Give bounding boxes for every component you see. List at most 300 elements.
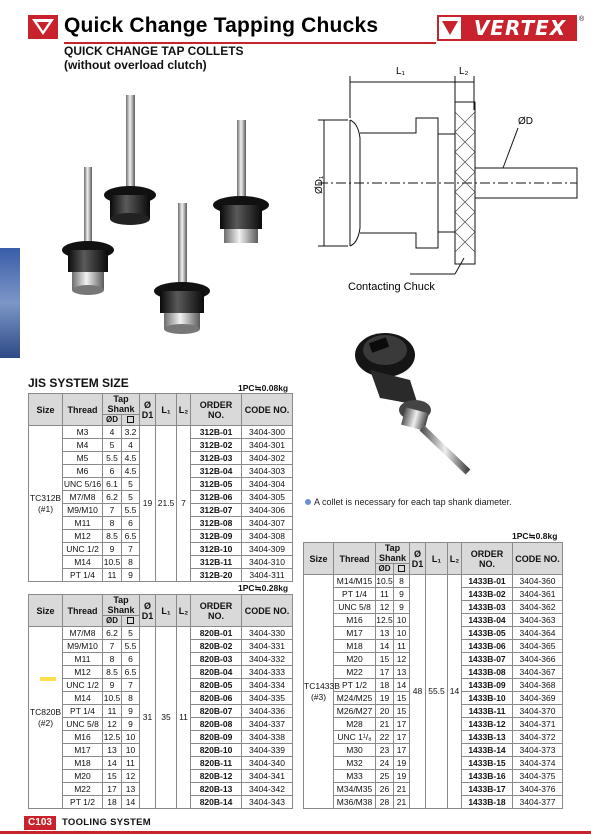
od-cell: 12.5 [103, 732, 121, 742]
order-no-cell: 312B-01 [191, 426, 242, 439]
square-cell: 17 [394, 744, 410, 757]
od-cell: 14 [103, 757, 122, 770]
thread-cell: M11 [63, 517, 103, 530]
square-cell: 9 [122, 569, 140, 582]
square-cell: 19 [394, 757, 410, 770]
header-d1: Ø D1 [410, 543, 426, 575]
d1-cell: 19 [140, 426, 156, 582]
page-number-badge: C103 [24, 816, 56, 830]
table2-spec [28, 594, 293, 809]
square-cell: 21 [394, 783, 410, 796]
header-l2: L₂ [177, 394, 191, 426]
order-no-cell: 1433B-07 [462, 653, 513, 666]
size-label: TC820B (#2) [29, 627, 63, 809]
table1-spec [28, 393, 293, 582]
header-size: Size [29, 595, 63, 627]
thread-cell: M28 [334, 718, 376, 731]
order-no-cell: 312B-10 [191, 543, 242, 556]
od-cell: 20 [376, 705, 394, 718]
square-cell: 6.5 [122, 666, 140, 679]
code-no-cell: 3404-373 [513, 744, 563, 757]
order-no-cell: 1433B-04 [462, 614, 513, 627]
label-l1: L₁ [396, 66, 405, 77]
od-cell: 6 [103, 465, 122, 478]
od-cell: 9 [103, 543, 122, 556]
od-cell: 18 [376, 679, 394, 692]
order-no-cell: 1433B-09 [462, 679, 513, 692]
order-no-cell: 820B-09 [191, 731, 242, 744]
code-no-cell: 3404-309 [242, 543, 293, 556]
od-cell: 10.5 [103, 693, 121, 703]
header-thread: Thread [63, 595, 103, 627]
thread-cell: M24/M25 [334, 692, 376, 705]
code-no-cell: 3404-306 [242, 504, 293, 517]
l1-cell: 21.5 [156, 426, 177, 582]
code-no-cell: 3404-308 [242, 530, 293, 543]
header-l1: L₁ [426, 543, 448, 575]
square-cell: 8 [122, 556, 140, 569]
order-no-cell: 1433B-15 [462, 757, 513, 770]
square-cell: 21 [394, 796, 410, 809]
square-cell: 8 [394, 575, 410, 588]
header-tap-shank: Tap Shank [103, 595, 140, 616]
order-no-cell: 1433B-01 [462, 575, 513, 588]
code-no-cell: 3404-302 [242, 452, 293, 465]
thread-cell: M20 [334, 653, 376, 666]
code-no-cell: 3404-366 [513, 653, 563, 666]
square-cell: 8 [122, 692, 140, 705]
od-cell: 17 [376, 666, 394, 679]
header-d1: Ø D1 [140, 394, 156, 426]
od-cell: 28 [376, 796, 394, 809]
label-l2: L₂ [459, 66, 469, 77]
header-d1: Ø D1 [140, 595, 156, 627]
code-no-cell: 3404-365 [513, 640, 563, 653]
code-no-cell: 3404-369 [513, 692, 563, 705]
header-square-icon [122, 616, 140, 627]
code-no-cell: 3404-332 [242, 653, 293, 666]
od-cell: 14 [376, 640, 394, 653]
code-no-cell: 3404-372 [513, 731, 563, 744]
thread-cell: M9/M10 [63, 504, 103, 517]
od-cell: 5.5 [103, 452, 122, 465]
order-no-cell: 820B-11 [191, 757, 242, 770]
brand-logo [437, 15, 577, 41]
code-no-cell: 3404-305 [242, 491, 293, 504]
table-row [304, 575, 563, 588]
code-no-cell: 3404-311 [242, 569, 293, 582]
tap-collets-photo [50, 85, 295, 335]
order-no-cell: 312B-02 [191, 439, 242, 452]
square-cell: 7 [122, 679, 140, 692]
code-no-cell: 3404-340 [242, 757, 293, 770]
order-no-cell: 820B-01 [191, 627, 242, 640]
od-cell: 7 [103, 640, 122, 653]
od-cell: 6.2 [103, 491, 122, 504]
square-cell: 9 [394, 588, 410, 601]
thread-cell: M14 [63, 556, 103, 569]
order-no-cell: 1433B-03 [462, 601, 513, 614]
header-order-no: ORDER NO. [191, 394, 242, 426]
code-no-cell: 3404-362 [513, 601, 563, 614]
od-cell: 10.5 [376, 576, 393, 586]
collet-2-icon [62, 167, 114, 295]
thread-cell: M14/M15 [334, 575, 376, 588]
order-no-cell: 312B-20 [191, 569, 242, 582]
thread-cell: M26/M27 [334, 705, 376, 718]
thread-cell: M20 [63, 770, 103, 783]
od-cell: 21 [376, 718, 394, 731]
thread-cell: M7/M8 [63, 627, 103, 640]
footer-rule [0, 831, 591, 834]
code-no-cell: 3404-337 [242, 718, 293, 731]
square-cell: 19 [394, 770, 410, 783]
header-thread: Thread [63, 394, 103, 426]
header-l2: L₂ [448, 543, 462, 575]
size-label: TC312B (#1) [29, 426, 63, 582]
square-cell: 6 [122, 517, 140, 530]
order-no-cell: 1433B-17 [462, 783, 513, 796]
order-no-cell: 820B-13 [191, 783, 242, 796]
square-cell: 11 [394, 640, 410, 653]
header-l1: L₁ [156, 394, 177, 426]
thread-cell: M16 [334, 614, 376, 627]
square-cell: 4.5 [122, 452, 140, 465]
square-cell: 10 [122, 731, 140, 744]
thread-cell: M11 [63, 653, 103, 666]
thread-cell: M12 [63, 530, 103, 543]
header-tap-shank: Tap Shank [376, 543, 410, 564]
code-no-cell: 3404-300 [242, 426, 293, 439]
square-cell: 11 [122, 757, 140, 770]
size-label: TC1433B (#3) [304, 575, 334, 809]
order-no-cell: 1433B-16 [462, 770, 513, 783]
order-no-cell: 1433B-08 [462, 666, 513, 679]
od-cell: 10.5 [103, 557, 121, 567]
code-no-cell: 3404-376 [513, 783, 563, 796]
code-no-cell: 3404-360 [513, 575, 563, 588]
thread-cell: UNC 5/8 [334, 601, 376, 614]
thread-cell: M5 [63, 452, 103, 465]
order-no-cell: 820B-02 [191, 640, 242, 653]
code-no-cell: 3404-341 [242, 770, 293, 783]
square-cell: 14 [394, 679, 410, 692]
order-no-cell: 1433B-05 [462, 627, 513, 640]
code-no-cell: 3404-370 [513, 705, 563, 718]
square-cell: 4 [122, 439, 140, 452]
brand-logo-emblem [437, 15, 463, 41]
code-no-cell: 3404-368 [513, 679, 563, 692]
brand-name: VERTEX [473, 16, 567, 40]
header-order-no: ORDER NO. [191, 595, 242, 627]
collet-4-icon [154, 203, 210, 334]
contacting-chuck-caption: Contacting Chuck [348, 281, 435, 293]
code-no-cell: 3404-361 [513, 588, 563, 601]
square-cell: 9 [122, 718, 140, 731]
od-cell: 25 [376, 770, 394, 783]
order-no-cell: 820B-05 [191, 679, 242, 692]
od-cell: 23 [376, 744, 394, 757]
order-no-cell: 820B-06 [191, 692, 242, 705]
header-square-icon [122, 415, 140, 426]
page-title: Quick Change Tapping Chucks [64, 14, 379, 37]
order-no-cell: 312B-09 [191, 530, 242, 543]
code-no-cell: 3404-336 [242, 705, 293, 718]
od-cell: 15 [376, 653, 394, 666]
od-cell: 8 [103, 517, 122, 530]
square-cell: 4.5 [122, 465, 140, 478]
od-cell: 8.5 [103, 666, 122, 679]
thread-cell: PT 1/2 [334, 679, 376, 692]
order-no-cell: 1433B-11 [462, 705, 513, 718]
thread-cell: M17 [63, 744, 103, 757]
thread-cell: PT 1/2 [63, 796, 103, 809]
square-cell: 5 [122, 478, 140, 491]
order-no-cell: 312B-07 [191, 504, 242, 517]
thread-cell: M22 [63, 783, 103, 796]
od-cell: 19 [376, 692, 394, 705]
thread-cell: M4 [63, 439, 103, 452]
od-cell: 13 [103, 744, 122, 757]
order-no-cell: 820B-14 [191, 796, 242, 809]
od-cell: 18 [103, 796, 122, 809]
code-no-cell: 3404-371 [513, 718, 563, 731]
order-no-cell: 312B-04 [191, 465, 242, 478]
order-no-cell: 820B-07 [191, 705, 242, 718]
od-cell: 24 [376, 757, 394, 770]
header-tap-shank: Tap Shank [103, 394, 140, 415]
table-row [29, 627, 293, 640]
header-od: ØD [103, 415, 122, 426]
square-cell: 10 [122, 744, 140, 757]
d1-cell: 48 [410, 575, 426, 809]
order-no-cell: 820B-08 [191, 718, 242, 731]
thread-cell: M36/M38 [334, 796, 376, 809]
square-cell: 3.2 [122, 426, 140, 439]
square-cell: 10 [394, 614, 410, 627]
subtitle-line1: QUICK CHANGE TAP COLLETS [64, 44, 244, 58]
technical-drawing [298, 58, 580, 308]
square-cell: 7 [122, 543, 140, 556]
order-no-cell: 312B-05 [191, 478, 242, 491]
header-l2: L₂ [177, 595, 191, 627]
od-cell: 9 [103, 679, 122, 692]
code-no-cell: 3404-335 [242, 692, 293, 705]
code-no-cell: 3404-343 [242, 796, 293, 809]
square-cell: 17 [394, 731, 410, 744]
collet-note [305, 497, 512, 507]
square-cell: 13 [394, 666, 410, 679]
square-cell: 5 [122, 491, 140, 504]
l2-cell: 14 [448, 575, 462, 809]
code-no-cell: 3404-377 [513, 796, 563, 809]
thread-cell: M16 [63, 731, 103, 744]
order-no-cell: 1433B-06 [462, 640, 513, 653]
od-cell: 11 [103, 569, 122, 582]
od-cell: 4 [103, 426, 122, 439]
od-cell: 17 [103, 783, 122, 796]
thread-cell: M3 [63, 426, 103, 439]
square-cell: 10 [394, 627, 410, 640]
header-code-no: CODE NO. [242, 394, 293, 426]
square-cell: 15 [394, 692, 410, 705]
order-no-cell: 820B-03 [191, 653, 242, 666]
od-cell: 8.5 [103, 530, 122, 543]
l2-cell: 11 [177, 627, 191, 809]
code-no-cell: 3404-334 [242, 679, 293, 692]
order-no-cell: 820B-10 [191, 744, 242, 757]
l1-cell: 35 [156, 627, 177, 809]
header-od: ØD [376, 564, 394, 575]
d1-cell: 31 [140, 627, 156, 809]
od-cell: 11 [376, 588, 394, 601]
header-mark [28, 15, 58, 39]
square-cell: 12 [394, 653, 410, 666]
thread-cell: M17 [334, 627, 376, 640]
code-no-cell: 3404-342 [242, 783, 293, 796]
od-cell: 12 [103, 718, 122, 731]
square-cell: 6.5 [122, 530, 140, 543]
code-no-cell: 3404-375 [513, 770, 563, 783]
registered-mark: ® [579, 16, 585, 23]
square-cell: 14 [122, 796, 140, 809]
thread-cell: UNC 1/2 [63, 543, 103, 556]
code-no-cell: 3404-367 [513, 666, 563, 679]
thread-cell: UNC 5/8 [63, 718, 103, 731]
square-cell: 5 [122, 627, 140, 640]
order-no-cell: 1433B-14 [462, 744, 513, 757]
order-no-cell: 820B-04 [191, 666, 242, 679]
subtitle-line2: (without overload clutch) [64, 58, 207, 72]
square-cell: 5.5 [122, 504, 140, 517]
thread-cell: UNC 1/2 [63, 679, 103, 692]
square-cell: 5.5 [122, 640, 140, 653]
order-no-cell: 1433B-02 [462, 588, 513, 601]
code-no-cell: 3404-304 [242, 478, 293, 491]
chuck-photo [340, 310, 490, 480]
header-l1: L₁ [156, 595, 177, 627]
header-thread: Thread [334, 543, 376, 575]
order-no-cell: 312B-06 [191, 491, 242, 504]
table3-spec [303, 542, 563, 809]
header-size: Size [29, 394, 63, 426]
thread-cell: PT 1/4 [63, 569, 103, 582]
table2-weight: 1PC≒0.28kg [238, 583, 289, 593]
thread-cell: M6 [63, 465, 103, 478]
thread-cell: PT 1/4 [63, 705, 103, 718]
code-no-cell: 3404-333 [242, 666, 293, 679]
header-od: ØD [103, 616, 122, 627]
thread-cell: M30 [334, 744, 376, 757]
order-no-cell: 820B-12 [191, 770, 242, 783]
thread-cell: M18 [334, 640, 376, 653]
section-title: JIS SYSTEM SIZE [28, 376, 129, 390]
table3-weight: 1PC≒0.8kg [512, 531, 558, 541]
highlight-mark [40, 677, 56, 681]
od-cell: 5 [103, 439, 122, 452]
order-no-cell: 312B-08 [191, 517, 242, 530]
order-no-cell: 312B-11 [191, 556, 242, 569]
header-code-no: CODE NO. [513, 543, 563, 575]
square-cell: 13 [122, 783, 140, 796]
label-od-left: ØD₁ [314, 175, 325, 194]
header-size: Size [304, 543, 334, 575]
code-no-cell: 3404-310 [242, 556, 293, 569]
thread-cell: M22 [334, 666, 376, 679]
code-no-cell: 3404-301 [242, 439, 293, 452]
side-thumbnail-tab [0, 248, 20, 358]
od-cell: 8 [103, 653, 122, 666]
od-cell: 7 [103, 504, 122, 517]
square-cell: 9 [394, 601, 410, 614]
od-cell: 15 [103, 770, 122, 783]
label-od: ØD [518, 116, 533, 127]
l2-cell: 7 [177, 426, 191, 582]
square-cell: 17 [394, 718, 410, 731]
od-cell: 6.1 [103, 478, 122, 491]
header-order-no: ORDER NO. [462, 543, 513, 575]
thread-cell: M9/M10 [63, 640, 103, 653]
thread-cell: M33 [334, 770, 376, 783]
collet-1-icon [104, 95, 156, 225]
code-no-cell: 3404-363 [513, 614, 563, 627]
od-cell: 13 [376, 627, 394, 640]
code-no-cell: 3404-339 [242, 744, 293, 757]
table-row [29, 426, 293, 439]
code-no-cell: 3404-307 [242, 517, 293, 530]
thread-cell: M7/M8 [63, 491, 103, 504]
order-no-cell: 1433B-18 [462, 796, 513, 809]
code-no-cell: 3404-364 [513, 627, 563, 640]
header-code-no: CODE NO. [242, 595, 293, 627]
code-no-cell: 3404-338 [242, 731, 293, 744]
order-no-cell: 312B-03 [191, 452, 242, 465]
thread-cell: M12 [63, 666, 103, 679]
thread-cell: UNC 1¹/₈ [334, 731, 376, 744]
square-cell: 9 [122, 705, 140, 718]
order-no-cell: 1433B-12 [462, 718, 513, 731]
od-cell: 12.5 [376, 615, 393, 625]
chuck-body-icon [355, 333, 468, 472]
collet-note-text: A collet is necessary for each tap shank diameter. [314, 497, 512, 507]
code-no-cell: 3404-374 [513, 757, 563, 770]
thread-cell: M32 [334, 757, 376, 770]
order-no-cell: 1433B-13 [462, 731, 513, 744]
code-no-cell: 3404-331 [242, 640, 293, 653]
order-no-cell: 1433B-10 [462, 692, 513, 705]
code-no-cell: 3404-303 [242, 465, 293, 478]
square-cell: 12 [122, 770, 140, 783]
thread-cell: PT 1/4 [334, 588, 376, 601]
footer-section-title: TOOLING SYSTEM [62, 817, 152, 828]
header-square-icon [394, 564, 410, 575]
collet-3-icon [213, 120, 269, 243]
code-no-cell: 3404-330 [242, 627, 293, 640]
od-cell: 6.2 [103, 627, 122, 640]
od-cell: 22 [376, 731, 394, 744]
od-cell: 11 [103, 705, 122, 718]
od-cell: 26 [376, 783, 394, 796]
square-cell: 15 [394, 705, 410, 718]
thread-cell: UNC 5/16 [63, 479, 102, 489]
thread-cell: M14 [63, 692, 103, 705]
square-cell: 6 [122, 653, 140, 666]
thread-cell: M18 [63, 757, 103, 770]
table1-weight: 1PC≒0.08kg [238, 383, 289, 393]
bullet-icon [305, 499, 311, 505]
l1-cell: 55.5 [426, 575, 448, 809]
thread-cell: M34/M35 [334, 783, 376, 796]
